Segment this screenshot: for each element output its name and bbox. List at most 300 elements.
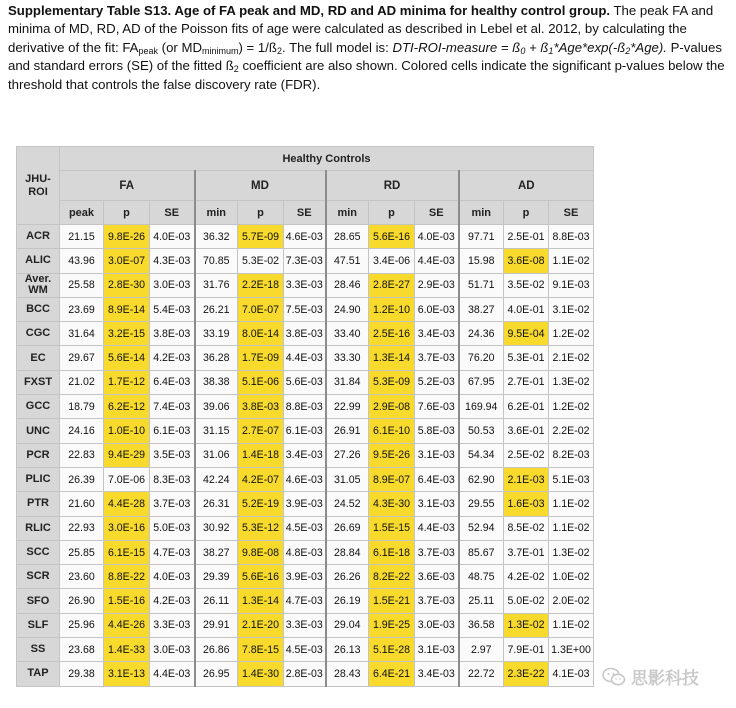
table-cell: 48.75 xyxy=(459,565,504,589)
table-cell: 4.2E-03 xyxy=(150,346,195,370)
table-row xyxy=(17,395,594,419)
caption-title: Supplementary Table S13. Age of FA peak and MD, RD and AD minima for healthy control group. xyxy=(8,3,611,18)
caption-text: P-values and standard errors (SE) of the fitted ß xyxy=(8,39,722,74)
table-cell: 4.4E-03 xyxy=(150,662,195,686)
table-cell: 97.71 xyxy=(459,225,504,249)
roi-label: EC xyxy=(17,346,60,370)
table-row xyxy=(17,370,594,394)
table-cell: 62.90 xyxy=(459,467,504,491)
roi-label: CGC xyxy=(17,322,60,346)
table-cell: 4.6E-03 xyxy=(284,225,326,249)
table-cell: 3.7E-03 xyxy=(415,540,459,564)
table-cell: 3.9E-03 xyxy=(284,492,326,516)
table-cell: 3.4E-03 xyxy=(415,322,459,346)
table-cell: 29.04 xyxy=(326,613,369,637)
table-cell: 24.16 xyxy=(60,419,104,443)
table-cell: 29.67 xyxy=(60,346,104,370)
table-cell: 1.1E-02 xyxy=(549,516,594,540)
table-cell: 7.0E-07 xyxy=(238,297,284,321)
watermark-text: 思影科技 xyxy=(631,669,699,688)
table-row xyxy=(17,540,594,564)
table-row xyxy=(17,589,594,613)
subheader: SE xyxy=(284,201,326,225)
table-cell: 2.97 xyxy=(459,638,504,662)
table-cell: 6.2E-12 xyxy=(104,395,150,419)
table-cell: 6.4E-03 xyxy=(150,370,195,394)
table-cell: 22.72 xyxy=(459,662,504,686)
caption-text: ) = 1/ß xyxy=(238,39,277,55)
subscript: minimum xyxy=(201,45,239,56)
table-cell: 23.60 xyxy=(60,565,104,589)
table-cell: 26.31 xyxy=(195,492,238,516)
table-cell: 6.0E-03 xyxy=(415,297,459,321)
table-cell: 5.7E-09 xyxy=(238,225,284,249)
table-cell: 1.5E-21 xyxy=(369,589,415,613)
table-cell: 8.9E-07 xyxy=(369,467,415,491)
roi-label: SFO xyxy=(17,589,60,613)
table-cell: 9.1E-03 xyxy=(549,273,594,297)
table-cell: 3.4E-03 xyxy=(284,443,326,467)
table-cell: 4.5E-03 xyxy=(284,638,326,662)
table-cell: 38.27 xyxy=(459,297,504,321)
roi-label: SLF xyxy=(17,613,60,637)
table-cell: 7.5E-03 xyxy=(284,297,326,321)
measure-header-ad: AD xyxy=(459,171,594,201)
table-cell: 21.60 xyxy=(60,492,104,516)
roi-label: ALIC xyxy=(17,249,60,273)
subheader: p xyxy=(504,201,549,225)
table-cell: 18.79 xyxy=(60,395,104,419)
table-cell: 36.28 xyxy=(195,346,238,370)
table-cell: 1.4E-33 xyxy=(104,638,150,662)
roi-label: Aver. WM xyxy=(17,273,60,297)
roi-column-header: JHU-ROI xyxy=(17,147,60,225)
roi-label: SCC xyxy=(17,540,60,564)
subheader: SE xyxy=(415,201,459,225)
table-cell: 2.0E-02 xyxy=(549,589,594,613)
table-cell: 2.2E-02 xyxy=(549,419,594,443)
table-cell: 4.2E-03 xyxy=(150,589,195,613)
table-cell: 5.1E-03 xyxy=(549,467,594,491)
table-cell: 3.4E-03 xyxy=(415,662,459,686)
table-cell: 5.6E-16 xyxy=(369,225,415,249)
table-row xyxy=(17,249,594,273)
table-cell: 3.5E-03 xyxy=(150,443,195,467)
table-cell: 22.83 xyxy=(60,443,104,467)
table-cell: 5.4E-03 xyxy=(150,297,195,321)
roi-label: PTR xyxy=(17,492,60,516)
table-cell: 3.9E-03 xyxy=(284,565,326,589)
table-cell: 15.98 xyxy=(459,249,504,273)
table-cell: 1.3E-02 xyxy=(504,613,549,637)
table-cell: 5.8E-03 xyxy=(415,419,459,443)
table-cell: 1.5E-15 xyxy=(369,516,415,540)
table-cell: 4.6E-03 xyxy=(284,467,326,491)
table-cell: 33.19 xyxy=(195,322,238,346)
table-cell: 2.5E-16 xyxy=(369,322,415,346)
table-cell: 26.19 xyxy=(326,589,369,613)
table-cell: 33.40 xyxy=(326,322,369,346)
table-cell: 8.5E-02 xyxy=(504,516,549,540)
table-cell: 3.6E-08 xyxy=(504,249,549,273)
table-cell: 24.90 xyxy=(326,297,369,321)
table-cell: 1.3E-02 xyxy=(549,540,594,564)
table-cell: 54.34 xyxy=(459,443,504,467)
table-cell: 24.36 xyxy=(459,322,504,346)
table-row xyxy=(17,273,594,297)
table-cell: 28.65 xyxy=(326,225,369,249)
table-cell: 3.0E-03 xyxy=(150,638,195,662)
caption-text: (or MD xyxy=(158,39,202,55)
table-cell: 9.5E-04 xyxy=(504,322,549,346)
roi-label: PLIC xyxy=(17,467,60,491)
table-cell: 1.3E-02 xyxy=(549,370,594,394)
subheader: peak xyxy=(60,201,104,225)
table-cell: 1.7E-12 xyxy=(104,370,150,394)
subheader: p xyxy=(369,201,415,225)
table-row xyxy=(17,516,594,540)
table-cell: 5.3E-09 xyxy=(369,370,415,394)
table-cell: 2.7E-07 xyxy=(238,419,284,443)
table-cell: 26.26 xyxy=(326,565,369,589)
table-cell: 5.0E-02 xyxy=(504,589,549,613)
table-cell: 4.7E-03 xyxy=(150,540,195,564)
table-row xyxy=(17,492,594,516)
table-cell: 3.3E-03 xyxy=(284,613,326,637)
caption-text: coefficient are also shown. Colored cells indicate the significant p-values below the threshold that controls the false discovery rate (FDR). xyxy=(8,58,725,92)
table-cell: 36.32 xyxy=(195,225,238,249)
table-cell: 2.8E-27 xyxy=(369,273,415,297)
table-cell: 50.53 xyxy=(459,419,504,443)
table-cell: 7.6E-03 xyxy=(415,395,459,419)
table-cell: 22.93 xyxy=(60,516,104,540)
table-cell: 6.1E-18 xyxy=(369,540,415,564)
table-cell: 8.8E-22 xyxy=(104,565,150,589)
roi-label: SCR xyxy=(17,565,60,589)
roi-label: TAP xyxy=(17,662,60,686)
table-cell: 23.69 xyxy=(60,297,104,321)
table-cell: 33.30 xyxy=(326,346,369,370)
subscript: peak xyxy=(138,45,159,56)
table-cell: 4.3E-03 xyxy=(150,249,195,273)
table-cell: 28.46 xyxy=(326,273,369,297)
table-cell: 4.2E-07 xyxy=(238,467,284,491)
table-cell: 4.5E-03 xyxy=(284,516,326,540)
table-cell: 85.67 xyxy=(459,540,504,564)
wechat-icon xyxy=(602,667,626,687)
table-cell: 3.1E-03 xyxy=(415,638,459,662)
table-cell: 26.39 xyxy=(60,467,104,491)
table-cell: 3.0E-03 xyxy=(415,613,459,637)
measure-header-rd: RD xyxy=(326,171,459,201)
table-row xyxy=(17,662,594,686)
table-cell: 3.8E-03 xyxy=(284,322,326,346)
table-cell: 2.3E-22 xyxy=(504,662,549,686)
table-cell: 24.52 xyxy=(326,492,369,516)
table-cell: 5.0E-03 xyxy=(150,516,195,540)
table-cell: 3.8E-03 xyxy=(238,395,284,419)
table-cell: 1.3E+00 xyxy=(549,638,594,662)
subheader: p xyxy=(238,201,284,225)
table-cell: 26.95 xyxy=(195,662,238,686)
table-cell: 3.2E-15 xyxy=(104,322,150,346)
table-cell: 1.4E-18 xyxy=(238,443,284,467)
table-cell: 26.91 xyxy=(326,419,369,443)
table-cell: 1.3E-14 xyxy=(238,589,284,613)
table-cell: 3.7E-03 xyxy=(150,492,195,516)
table-cell: 2.2E-18 xyxy=(238,273,284,297)
table-header xyxy=(17,147,594,225)
table-cell: 29.91 xyxy=(195,613,238,637)
table-cell: 51.71 xyxy=(459,273,504,297)
table-cell: 2.1E-02 xyxy=(549,346,594,370)
table-cell: 5.3E-01 xyxy=(504,346,549,370)
table-cell: 1.0E-10 xyxy=(104,419,150,443)
table-cell: 36.58 xyxy=(459,613,504,637)
table-cell: 21.15 xyxy=(60,225,104,249)
table-cell: 3.7E-03 xyxy=(415,346,459,370)
table-cell: 9.8E-26 xyxy=(104,225,150,249)
table-cell: 8.0E-14 xyxy=(238,322,284,346)
caption-text: . The full model is: xyxy=(282,39,393,55)
table-cell: 8.8E-03 xyxy=(549,225,594,249)
table-cell: 4.4E-03 xyxy=(284,346,326,370)
subheader: min xyxy=(459,201,504,225)
table-cell: 26.69 xyxy=(326,516,369,540)
roi-label: BCC xyxy=(17,297,60,321)
table-cell: 29.55 xyxy=(459,492,504,516)
table-cell: 38.38 xyxy=(195,370,238,394)
table-row xyxy=(17,297,594,321)
table-cell: 3.6E-03 xyxy=(415,565,459,589)
table-cell: 1.2E-10 xyxy=(369,297,415,321)
table-row xyxy=(17,346,594,370)
roi-label: FXST xyxy=(17,370,60,394)
table-row xyxy=(17,638,594,662)
roi-label: ACR xyxy=(17,225,60,249)
table-cell: 8.2E-03 xyxy=(549,443,594,467)
table-row xyxy=(17,443,594,467)
table-cell: 2.5E-02 xyxy=(504,443,549,467)
table-cell: 8.9E-14 xyxy=(104,297,150,321)
table-cell: 1.0E-02 xyxy=(549,565,594,589)
table-cell: 28.84 xyxy=(326,540,369,564)
table-cell: 26.86 xyxy=(195,638,238,662)
table-cell: 2.7E-01 xyxy=(504,370,549,394)
subscript: 2 xyxy=(233,64,239,75)
table-cell: 31.15 xyxy=(195,419,238,443)
table-cell: 26.90 xyxy=(60,589,104,613)
table-cell: 21.02 xyxy=(60,370,104,394)
table-cell: 8.3E-03 xyxy=(150,467,195,491)
table-cell: 3.5E-02 xyxy=(504,273,549,297)
table-cell: 39.06 xyxy=(195,395,238,419)
table-cell: 5.3E-12 xyxy=(238,516,284,540)
table-cell: 1.1E-02 xyxy=(549,613,594,637)
table-cell: 8.8E-03 xyxy=(284,395,326,419)
table-cell: 4.4E-03 xyxy=(415,249,459,273)
roi-label: UNC xyxy=(17,419,60,443)
table-cell: 31.84 xyxy=(326,370,369,394)
table-row xyxy=(17,613,594,637)
table-cell: 76.20 xyxy=(459,346,504,370)
table-cell: 25.11 xyxy=(459,589,504,613)
table-cell: 4.2E-02 xyxy=(504,565,549,589)
table-cell: 3.7E-01 xyxy=(504,540,549,564)
table-cell: 5.3E-02 xyxy=(238,249,284,273)
table-cell: 4.4E-03 xyxy=(415,516,459,540)
table-cell: 1.4E-30 xyxy=(238,662,284,686)
table-cell: 4.3E-30 xyxy=(369,492,415,516)
table-cell: 31.06 xyxy=(195,443,238,467)
table-cell: 4.7E-03 xyxy=(284,589,326,613)
subheader: p xyxy=(104,201,150,225)
table-cell: 43.96 xyxy=(60,249,104,273)
table-cell: 4.0E-03 xyxy=(415,225,459,249)
table-cell: 3.1E-03 xyxy=(415,443,459,467)
table-cell: 70.85 xyxy=(195,249,238,273)
table-cell: 169.94 xyxy=(459,395,504,419)
roi-label: PCR xyxy=(17,443,60,467)
table-cell: 3.1E-13 xyxy=(104,662,150,686)
table-cell: 25.58 xyxy=(60,273,104,297)
table-cell: 30.92 xyxy=(195,516,238,540)
table-cell: 4.0E-03 xyxy=(150,565,195,589)
table-row xyxy=(17,419,594,443)
table-cell: 1.2E-02 xyxy=(549,395,594,419)
table-cell: 3.6E-01 xyxy=(504,419,549,443)
table-cell: 4.4E-28 xyxy=(104,492,150,516)
table-cell: 1.3E-14 xyxy=(369,346,415,370)
table-cell: 1.6E-03 xyxy=(504,492,549,516)
table-cell: 7.8E-15 xyxy=(238,638,284,662)
table-cell: 2.1E-20 xyxy=(238,613,284,637)
table-cell: 8.2E-22 xyxy=(369,565,415,589)
table-cell: 4.8E-03 xyxy=(284,540,326,564)
table-cell: 27.26 xyxy=(326,443,369,467)
subheader: SE xyxy=(150,201,195,225)
model-formula: DTI-ROI-measure = $ß_0$ + $ß_1*Age*\exp(-ß_2*Age)$. xyxy=(392,39,667,56)
table-cell: 4.0E-03 xyxy=(150,225,195,249)
table-cell: 25.96 xyxy=(60,613,104,637)
table-cell: 1.7E-09 xyxy=(238,346,284,370)
caption-text: The peak FA and minima of MD, RD, AD of the Poisson fits of age were calculated as described in Lebel et al. 2012, by calculating the derivative of the fit: FA xyxy=(8,3,714,55)
measure-header-fa: FA xyxy=(60,171,195,201)
table-cell: 3.8E-03 xyxy=(150,322,195,346)
table-cell: 5.1E-28 xyxy=(369,638,415,662)
table-cell: 3.0E-07 xyxy=(104,249,150,273)
table-cell: 3.7E-03 xyxy=(415,589,459,613)
table-cell: 7.3E-03 xyxy=(284,249,326,273)
table-cell: 29.38 xyxy=(60,662,104,686)
table-cell: 47.51 xyxy=(326,249,369,273)
table-cell: 5.6E-03 xyxy=(284,370,326,394)
table-cell: 7.0E-06 xyxy=(104,467,150,491)
table-cell: 3.1E-02 xyxy=(549,297,594,321)
table-cell: 5.6E-16 xyxy=(238,565,284,589)
table-cell: 31.64 xyxy=(60,322,104,346)
roi-label: RLIC xyxy=(17,516,60,540)
table-cell: 6.1E-03 xyxy=(284,419,326,443)
table-cell: 6.1E-15 xyxy=(104,540,150,564)
table-caption xyxy=(8,2,730,94)
table-cell: 28.43 xyxy=(326,662,369,686)
table-cell: 2.9E-08 xyxy=(369,395,415,419)
table-cell: 29.39 xyxy=(195,565,238,589)
results-table xyxy=(16,146,594,687)
table-cell: 26.11 xyxy=(195,589,238,613)
table-cell: 3.3E-03 xyxy=(284,273,326,297)
watermark xyxy=(602,664,699,689)
roi-label: GCC xyxy=(17,395,60,419)
table-cell: 7.9E-01 xyxy=(504,638,549,662)
table-cell: 1.1E-02 xyxy=(549,492,594,516)
table-cell: 4.4E-26 xyxy=(104,613,150,637)
table-cell: 7.4E-03 xyxy=(150,395,195,419)
table-cell: 3.1E-03 xyxy=(415,492,459,516)
table-cell: 9.5E-26 xyxy=(369,443,415,467)
table-row xyxy=(17,225,594,249)
table-cell: 2.9E-03 xyxy=(415,273,459,297)
table-cell: 4.0E-01 xyxy=(504,297,549,321)
subheader: min xyxy=(326,201,369,225)
table-row xyxy=(17,322,594,346)
table-body xyxy=(17,225,594,687)
table-cell: 26.21 xyxy=(195,297,238,321)
table-cell: 2.8E-03 xyxy=(284,662,326,686)
table-cell: 23.68 xyxy=(60,638,104,662)
table-cell: 6.2E-01 xyxy=(504,395,549,419)
table-cell: 1.5E-16 xyxy=(104,589,150,613)
table-cell: 2.1E-03 xyxy=(504,467,549,491)
table-cell: 2.5E-01 xyxy=(504,225,549,249)
table-cell: 26.13 xyxy=(326,638,369,662)
table-cell: 9.8E-08 xyxy=(238,540,284,564)
table-cell: 6.4E-03 xyxy=(415,467,459,491)
table-cell: 3.4E-06 xyxy=(369,249,415,273)
table-cell: 3.0E-16 xyxy=(104,516,150,540)
table-cell: 31.76 xyxy=(195,273,238,297)
table-cell: 42.24 xyxy=(195,467,238,491)
table-cell: 38.27 xyxy=(195,540,238,564)
subheader: min xyxy=(195,201,238,225)
table-cell: 3.0E-03 xyxy=(150,273,195,297)
table-cell: 52.94 xyxy=(459,516,504,540)
table-cell: 5.2E-19 xyxy=(238,492,284,516)
table-cell: 9.4E-29 xyxy=(104,443,150,467)
table-cell: 5.2E-03 xyxy=(415,370,459,394)
subscript: 2 xyxy=(276,45,282,56)
table-cell: 25.85 xyxy=(60,540,104,564)
table-cell: 5.6E-14 xyxy=(104,346,150,370)
table-cell: 2.8E-30 xyxy=(104,273,150,297)
table-cell: 3.3E-03 xyxy=(150,613,195,637)
table-cell: 6.4E-21 xyxy=(369,662,415,686)
table-cell: 6.1E-03 xyxy=(150,419,195,443)
table-cell: 1.9E-25 xyxy=(369,613,415,637)
table-cell: 31.05 xyxy=(326,467,369,491)
table-cell: 67.95 xyxy=(459,370,504,394)
table-cell: 4.1E-03 xyxy=(549,662,594,686)
healthy-controls-header: Healthy Controls xyxy=(60,147,594,171)
roi-label: SS xyxy=(17,638,60,662)
table-cell: 1.2E-02 xyxy=(549,322,594,346)
measure-header-md: MD xyxy=(195,171,326,201)
subheader: SE xyxy=(549,201,594,225)
table-cell: 5.1E-06 xyxy=(238,370,284,394)
table-cell: 22.99 xyxy=(326,395,369,419)
table-cell: 6.1E-10 xyxy=(369,419,415,443)
